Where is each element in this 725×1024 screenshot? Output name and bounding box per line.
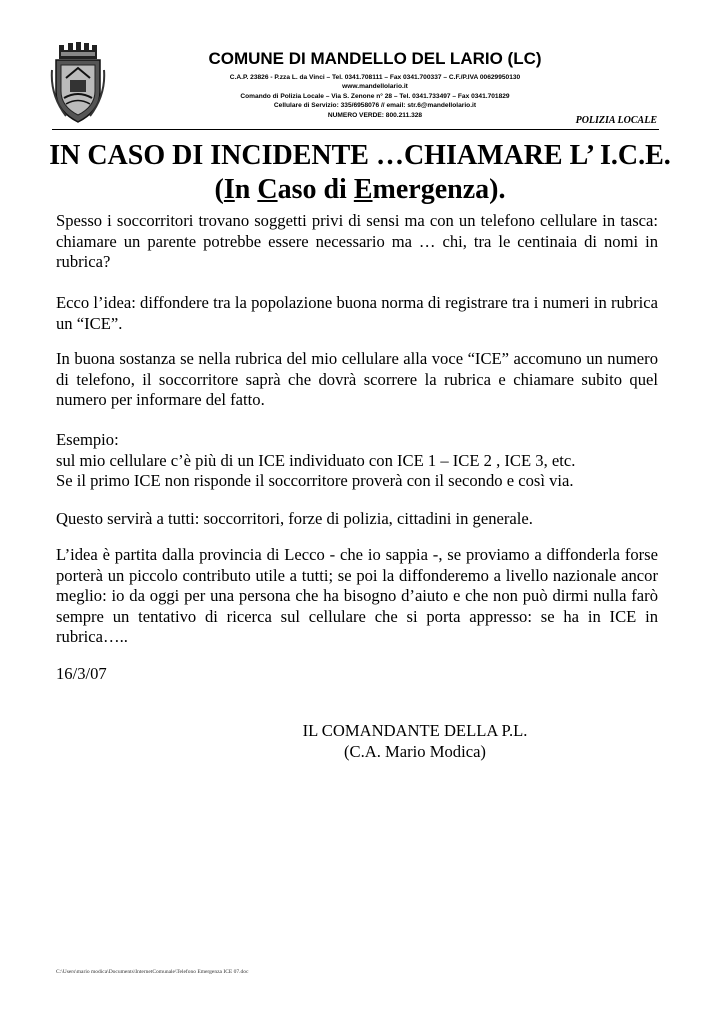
headline-line-1: IN CASO DI INCIDENTE …CHIAMARE L’ I.C.E. [49, 140, 671, 171]
municipal-crest-logo [50, 40, 106, 124]
headline-line-2 [40, 173, 680, 207]
paragraph-6-text: L’idea è partita dalla provincia di Lecco - che io sappia -, se proviamo a diffonderla forse porterà un piccolo contributo utile a tutti; se poi la diffonderemo a livello nazionale ancor meglio: io da oggi per una persona che ha bisogno d’aiuto e che non può dirmi nulla farò sempre un tentativo di ricerca sul cellulare che si porta appresso: se ha in ICE in rubrica….. [56, 545, 658, 646]
example-label: Esempio: [56, 430, 119, 449]
paragraph-1 [56, 211, 658, 273]
headline-initial-i: I [223, 174, 235, 205]
headline-word-emergenza: mergenza). [372, 174, 506, 205]
headline-word-in: n [234, 174, 258, 205]
municipality-title: COMUNE DI MANDELLO DEL LARIO (LC) [208, 49, 542, 68]
headline-initial-c: C [257, 174, 278, 205]
headline-word-caso: aso di [277, 174, 354, 205]
police-contact-line: Comando di Polizia Locale – Via S. Zenone n° 28 – Tel. 0341.733497 – Fax 0341.701829 [240, 92, 510, 100]
date-text: 16/3/07 [56, 664, 107, 683]
signature-name: (C.A. Mario Modica) [344, 741, 486, 761]
mobile-email-line: Cellulare di Servizio: 335/6958076 // email: str.6@mandellolario.it [273, 102, 477, 110]
address-line: C.A.P. 23826 - P.zza L. da Vinci – Tel. 0341.708111 – Fax 0341.700337 – C.F./P.IVA 00629950130 [229, 74, 521, 81]
file-path-footer: C:\Users\mario modica\Documents\InternetComunale\Telefono Emergenza ICE 07.doc [56, 969, 249, 975]
signature-block [290, 721, 540, 762]
document-date [56, 664, 658, 685]
paragraph-2-text: Ecco l’idea: diffondere tra la popolazione buona norma di registrare tra i numeri in rubrica un “ICE”. [56, 293, 658, 333]
example-line-2: Se il primo ICE non risponde il soccorritore proverà con il secondo e così via. [56, 471, 574, 490]
paragraph-1-text: Spesso i soccorritori trovano soggetti privi di sensi ma con un telefono cellulare in tasca: chiamare un parente potrebbe essere necessario ma … chi, tra le centinaia di nomi in rubrica? [56, 211, 658, 271]
paragraph-3 [56, 349, 658, 411]
paragraph-2 [56, 293, 658, 334]
website-line: www.mandellolario.it [342, 83, 408, 91]
department-label: POLIZIA LOCALE [575, 115, 657, 126]
letterhead [110, 48, 640, 120]
paragraph-3-text: In buona sostanza se nella rubrica del mio cellulare alla voce “ICE” accomuno un numero di telefono, il soccorritore saprà che dovrà scorrere la rubrica e chiamare subito quel numero per informare del fatto. [56, 349, 658, 409]
headline-initial-e: E [353, 174, 373, 205]
paragraph-6 [56, 545, 658, 648]
paragraph-5 [56, 509, 658, 530]
header-divider [52, 129, 659, 130]
example-block [56, 430, 658, 492]
toll-free-line: NUMERO VERDE: 800.211.328 [327, 111, 423, 119]
headline-paren-open: ( [214, 174, 224, 205]
example-line-1: sul mio cellulare c’è più di un ICE individuato con ICE 1 – ICE 2 , ICE 3, etc. [56, 450, 576, 470]
paragraph-5-text: Questo servirà a tutti: soccorritori, forze di polizia, cittadini in generale. [56, 509, 533, 528]
signature-role: IL COMANDANTE DELLA P.L. [302, 721, 528, 740]
